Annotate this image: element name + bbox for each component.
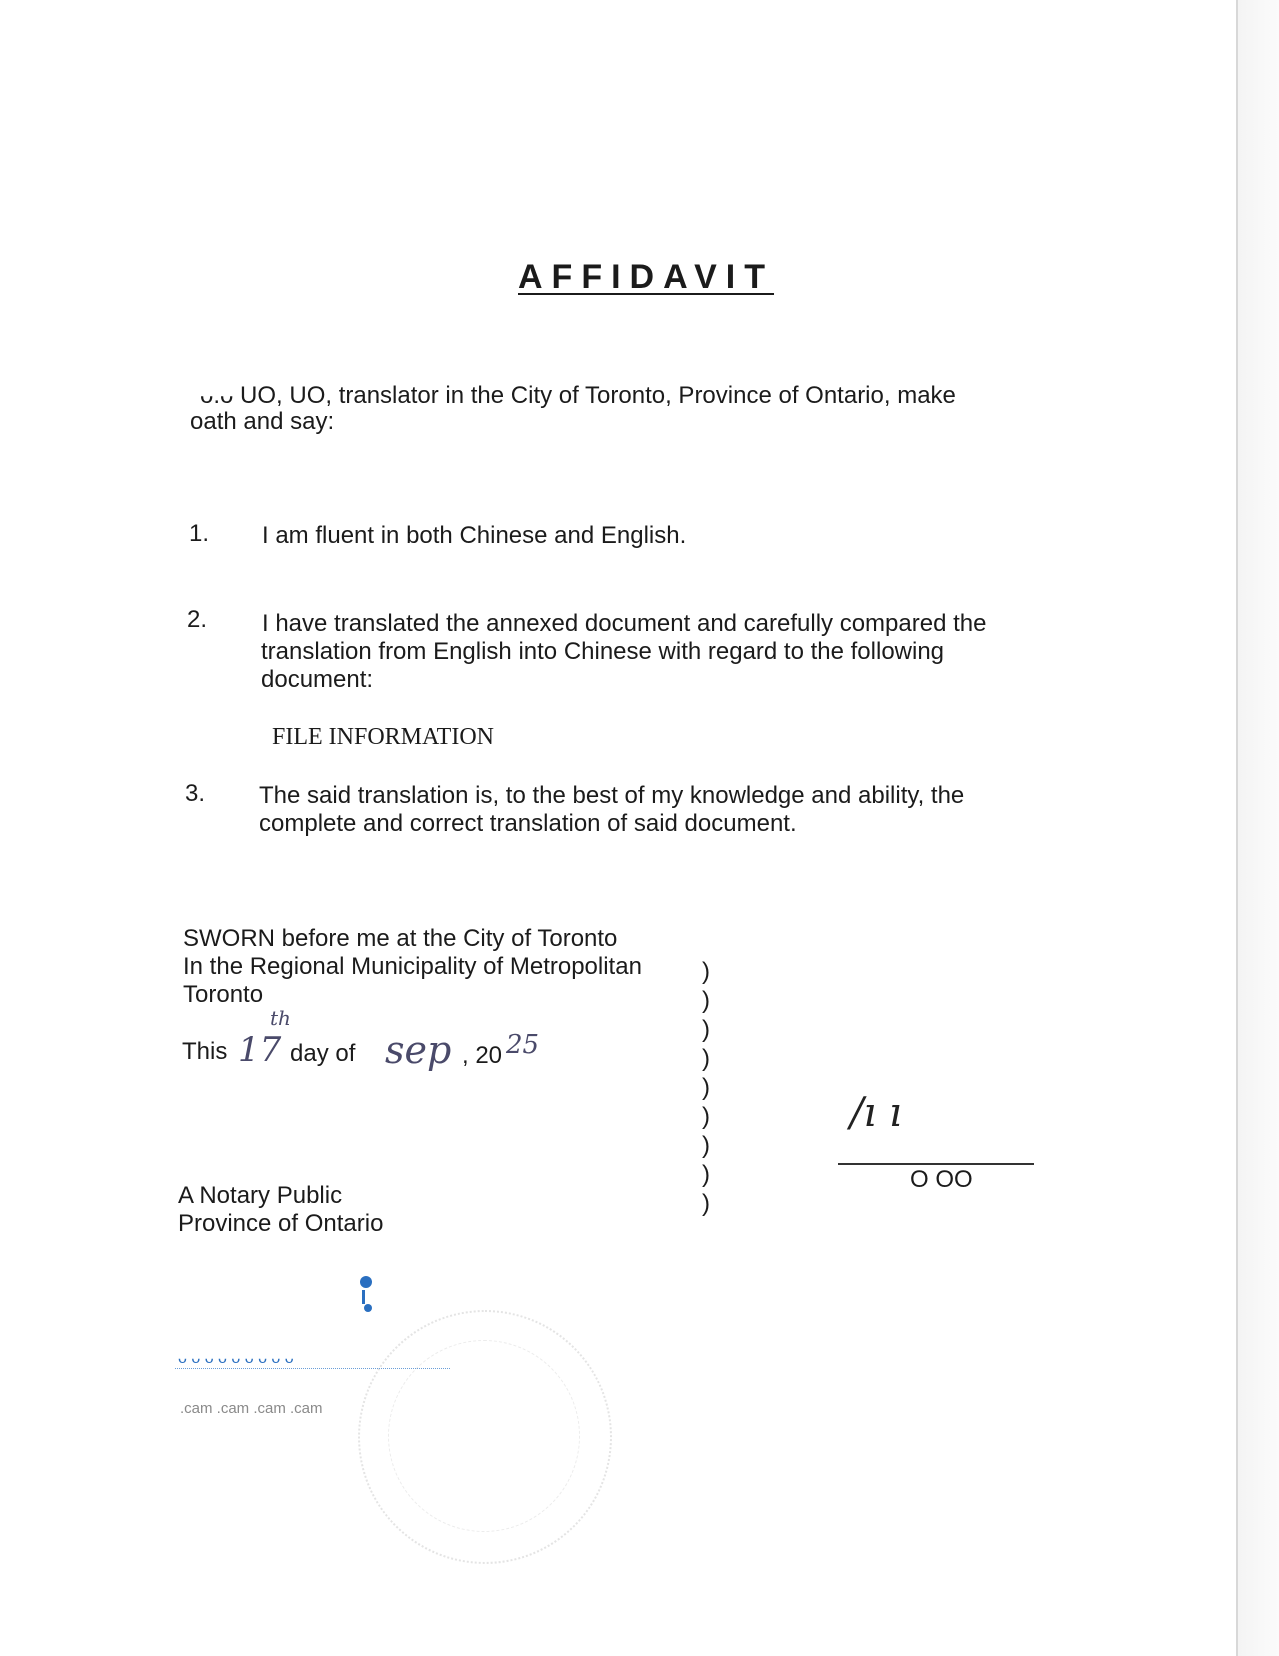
bracket: ) [702,1045,710,1072]
item-3-number: 3. [185,780,206,807]
item-2-line-2: translation from English into Chinese with regard to the following [261,638,945,665]
bracket: ) [702,1074,710,1101]
signature-line [838,1163,1034,1165]
day-of-label: day of [290,1040,356,1067]
handwritten-day: 17 [238,1030,282,1070]
stamp-line-2: .cam .cam .cam .cam [180,1400,323,1417]
handwritten-day-suffix: th [270,1006,291,1030]
bracket: ) [702,1190,710,1217]
item-1-number: 1. [189,520,210,547]
stamp-icon [352,1272,382,1318]
item-3-line-1: The said translation is, to the best of my knowledge and ability, the [259,782,965,809]
bracket: ) [702,987,710,1014]
sworn-line-3: Toronto [183,981,264,1008]
intro-line-2: oath and say: [190,408,335,435]
sworn-line-2: In the Regional Municipality of Metropolitan [183,953,642,980]
item-2-number: 2. [187,606,208,633]
page-edge-line [1236,0,1238,1656]
signatory-name: O OO [910,1166,973,1193]
item-2-line-3: document: [261,666,374,693]
sworn-line-1: SWORN before me at the City of Toronto [183,925,618,952]
item-3-line-2: complete and correct translation of said document. [259,810,797,837]
notary-line-1: A Notary Public [178,1182,343,1209]
bracket: ) [702,1132,710,1159]
page-edge-shadow [1238,0,1279,1656]
item-1-text: I am fluent in both Chinese and English. [262,522,687,549]
bracket: ) [702,958,710,985]
intro-line-1: ᴗ.ᴗ UO, UO, translator in the City of Toronto, Province of Ontario, make [200,382,956,409]
year-prefix: , 20 [462,1042,503,1069]
bracket: ) [702,1016,710,1043]
stamp-underline [175,1368,450,1369]
item-2-line-1: I have translated the annexed document and carefully compared the [262,610,987,637]
notary-line-2: Province of Ontario [178,1210,384,1237]
signature-mark: /ı ı [850,1090,902,1136]
document-title: AFFIDAVIT [518,258,775,296]
stamp-line-1: ᴗ ᴗ ᴗ ᴗ ᴗ ᴗ ᴗ ᴗ ᴗ [178,1350,294,1367]
document-name: FILE INFORMATION [272,724,494,750]
bracket: ) [702,1103,710,1130]
this-label: This [182,1038,228,1065]
bracket: ) [702,1161,710,1188]
handwritten-year: 25 [506,1030,540,1060]
handwritten-month: sep [385,1028,452,1072]
